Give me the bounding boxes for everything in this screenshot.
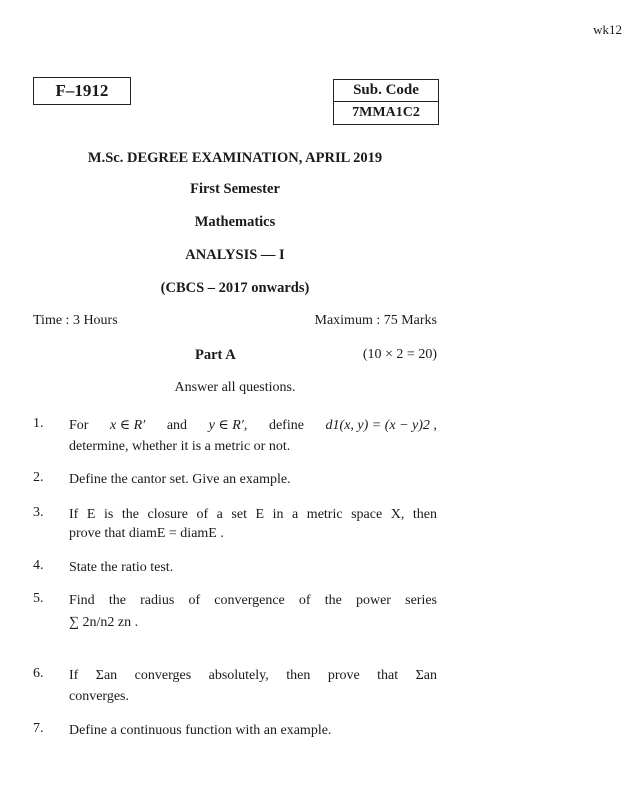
question-number: 6. bbox=[33, 666, 44, 681]
question-7-text: Define a continuous function with an example. bbox=[69, 723, 332, 738]
scheme: (CBCS – 2017 onwards) bbox=[160, 280, 310, 296]
course-title: ANALYSIS — I bbox=[185, 247, 285, 263]
question-6-line-1: If Σan converges absolutely, then prove that Σan bbox=[69, 668, 437, 683]
exam-title: M.Sc. DEGREE EXAMINATION, APRIL 2019 bbox=[87, 150, 383, 166]
instruction: Answer all questions. bbox=[174, 380, 296, 395]
max-marks: Maximum : 75 Marks bbox=[314, 313, 437, 328]
question-number: 5. bbox=[33, 591, 44, 606]
sub-code-value: 7MMA1C2 bbox=[352, 105, 420, 120]
part-title: Part A bbox=[195, 347, 236, 363]
sub-code-box bbox=[333, 79, 439, 125]
question-number: 1. bbox=[33, 416, 44, 431]
sub-code-label: Sub. Code bbox=[334, 80, 438, 102]
corner-code: wk12 bbox=[593, 22, 622, 37]
time-allowed: Time : 3 Hours bbox=[33, 313, 118, 328]
subject: Mathematics bbox=[194, 214, 276, 230]
power-series-expression: ∑ 2n/n2 zn . bbox=[69, 615, 139, 630]
part-marks: (10 × 2 = 20) bbox=[362, 347, 437, 362]
semester: First Semester bbox=[190, 181, 280, 197]
question-number: 3. bbox=[33, 505, 44, 520]
question-number: 7. bbox=[33, 721, 44, 736]
question-4-text: State the ratio test. bbox=[69, 560, 174, 575]
question-5-line-1: Find the radius of convergence of the power series bbox=[69, 593, 437, 608]
question-1-line-1: For x ∈ R′ and y ∈ R′, define d1(x, y) = (x − y)2 , bbox=[69, 418, 437, 433]
question-number: 2. bbox=[33, 470, 44, 485]
question-3-line-1: If E is the closure of a set E in a metric space X, then bbox=[69, 507, 437, 522]
question-2-text: Define the cantor set. Give an example. bbox=[69, 472, 291, 487]
question-1-line-2: determine, whether it is a metric or not. bbox=[69, 439, 291, 454]
paper-code-box: F–1912 bbox=[33, 77, 131, 105]
question-3-line-2: prove that diamE = diamE . bbox=[69, 526, 224, 541]
question-number: 4. bbox=[33, 558, 44, 573]
question-6-line-2: converges. bbox=[69, 689, 129, 704]
